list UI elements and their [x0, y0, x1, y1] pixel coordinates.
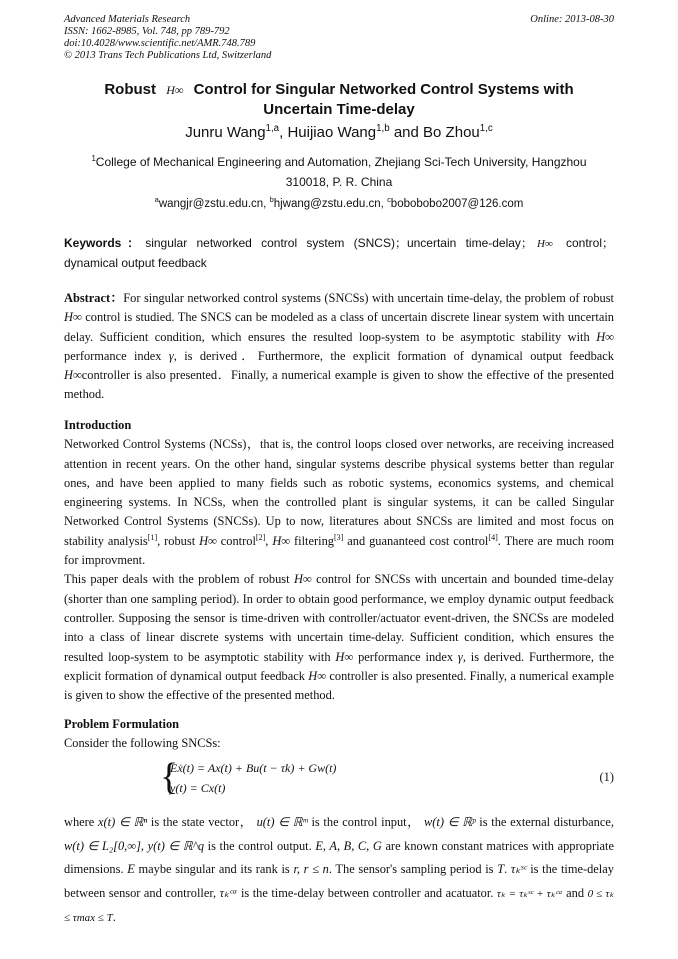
def-tau-bound: 0 ≤ τₖ ≤ τmax ≤ T — [64, 887, 614, 924]
intro-hinf-4: H∞ — [335, 649, 354, 664]
intro-p2-text-b: control for SNCSs with uncertain and bounded time-delay (shorter than one sampling period). In order to obtain good performance, we employ dynamic output feedback controller. Supposing the sensor is time-driven with controller/actuator event-driven, the SNCSs are modeled into a class of linear discrete systems with uncertain time-delay. Sufficient condition, which ensures the resulted loop-system to be asymptotic stability with — [64, 572, 614, 664]
introduction-heading: Introduction — [64, 418, 132, 432]
def-text-2: is the state vector， — [150, 815, 253, 829]
abstract-text-4: , is derived．Furthermore, the explicit formation of dynamical output feedback — [173, 348, 614, 363]
def-tau-ca: τₖᶜᵃ — [219, 885, 238, 900]
problem-intro: Consider the following SNCSs: — [64, 736, 221, 751]
def-text-3: is the control input， — [311, 815, 421, 829]
author-1: Junru Wang — [185, 124, 266, 141]
equation-line-1: Eẋ(t) = Ax(t) + Bu(t − τk) + Gw(t) — [170, 761, 337, 775]
ref-4[interactable]: [4] — [488, 532, 498, 542]
email-b[interactable]: hjwang@zstu.edu.cn, — [273, 198, 388, 210]
def-text-10: . — [504, 862, 508, 876]
def-text-13: and — [566, 885, 585, 900]
affiliation-sup: 1 — [91, 154, 96, 163]
ref-3[interactable]: [3] — [333, 532, 344, 542]
abstract-hinf-3: H∞ — [64, 368, 82, 383]
doi: doi:10.4028/www.scientific.net/AMR.748.789 — [64, 38, 256, 49]
intro-p2-text-a: This paper deals with the problem of robust — [64, 572, 290, 587]
intro-p1-text-e: filtering — [294, 533, 334, 548]
title-robust: Robust — [104, 81, 157, 98]
intro-p2-text-d: , is derived. Furthermore, the explicit formation of dynamical output feedback — [64, 649, 614, 683]
intro-p2-text-c: performance index — [358, 649, 454, 664]
email-a-sup: a — [154, 195, 159, 205]
title-line2: Uncertain Time-delay — [263, 101, 415, 118]
author-3: Bo Zhou — [423, 124, 480, 141]
abstract-text-1: For singular networked control systems (SNCSs) with uncertain time-delay, the problem of robust — [123, 291, 614, 305]
abstract-text-5: controller is also presented．Finally, a numerical example is given to show the effective of the presented method. — [64, 368, 614, 402]
title-hinf: H∞ — [166, 83, 184, 97]
journal-name: Advanced Materials Research — [64, 14, 191, 25]
affiliation — [64, 152, 614, 192]
journal-header — [64, 14, 271, 62]
author-list — [64, 124, 614, 141]
def-w-space: w(t) ∈ L₂[0,∞] — [64, 838, 141, 853]
intro-hinf-2: H∞ — [272, 533, 291, 548]
def-T: T — [497, 862, 505, 876]
issn: ISSN: 1662-8985, Vol. 748, pp 789-792 — [64, 26, 230, 37]
equation-number: (1) — [599, 770, 614, 784]
intro-gamma: γ — [457, 649, 463, 664]
def-text-6: is the control output. — [207, 838, 312, 853]
intro-p1-text-d: , — [265, 533, 269, 548]
def-matrices: E, A, B, C, G — [315, 838, 382, 853]
intro-hinf-1: H∞ — [199, 533, 217, 548]
def-text-1: where — [64, 815, 95, 829]
intro-p1-text-g: . There are much room for improvment. — [64, 533, 614, 568]
email-a[interactable]: wangjr@zstu.edu.cn, — [158, 198, 270, 210]
copyright: © 2013 Trans Tech Publications Ltd, Switzerland — [64, 50, 272, 61]
equation-line-2: y(t) = Cx(t) — [170, 781, 226, 795]
intro-hinf-5: H∞ — [308, 668, 327, 683]
intro-p1-text-b: , robust — [157, 533, 196, 548]
equation-brace: { — [160, 756, 179, 798]
def-text-5: , — [140, 838, 145, 853]
equation-1 — [160, 756, 614, 801]
abstract — [64, 289, 614, 405]
def-rank: r, r ≤ n — [293, 862, 329, 876]
def-u: u(t) ∈ ℝᵐ — [256, 815, 308, 829]
keywords-part-1: singular networked control system (SNCS)；uncertain time-delay； — [145, 236, 533, 250]
abstract-label: Abstract： — [64, 291, 124, 305]
intro-p2-text-e: controller is also presented. Finally, a numerical example is given to show the effective of the presented method. — [64, 668, 614, 703]
intro-paragraph-2 — [64, 570, 614, 705]
affiliation-line-1: College of Mechanical Engineering and Automation, Zhejiang Sci-Tech University, Hangzhou — [95, 155, 587, 169]
keywords-hinf: H∞ — [536, 238, 553, 250]
abstract-hinf-2: H∞ — [596, 329, 614, 344]
def-text-4: is the external disturbance, — [479, 815, 614, 829]
introduction-section — [64, 416, 614, 705]
def-w: w(t) ∈ ℝᵖ — [424, 815, 476, 829]
affiliation-line-2: 310018, P. R. China — [285, 175, 393, 189]
def-E: E — [127, 862, 135, 876]
abstract-gamma: γ — [168, 348, 174, 363]
keywords-part-2: control；dynamical output feedback — [64, 236, 615, 270]
intro-p1-text-a: Networked Control Systems (NCSs)，that is, the control loops closed over networks, are receiving increased attention in recent years. On the other hand, singular systems describe physical systems better than regular ones, and have been applied to many fields such as robotic systems, economics systems, and chemical engineering systems. In NCSs, when the controlled plant is singular systems, it can be called Singular Networked Control Systems (SNCSs). Up to now, literatures about SNCSs are limited and most focus on stability analysis — [64, 437, 614, 548]
author-1-sup: 1,a — [265, 123, 280, 134]
author-emails — [64, 195, 614, 210]
abstract-text-3: performance index — [64, 348, 162, 363]
email-b-sup: b — [269, 195, 274, 205]
author-sep-1: , — [279, 124, 288, 141]
title-line1-rest: Control for Singular Networked Control Systems with — [193, 81, 574, 98]
author-2-sup: 1,b — [376, 123, 390, 134]
email-c[interactable]: bobobobo2007@126.com — [390, 198, 524, 210]
def-text-9: . The sensor's sampling period is — [328, 862, 494, 876]
abstract-text-2: control is studied. The SNCS can be modeled as a class of uncertain discrete linear system with uncertain delay. Sufficient condition, which ensures the resulted loop-system to be asymptotic stability with — [64, 310, 614, 344]
def-y: y(t) ∈ ℝ^q — [147, 838, 205, 853]
author-2: Huijiao Wang — [287, 124, 377, 141]
def-x: x(t) ∈ ℝⁿ — [98, 815, 148, 829]
intro-hinf-3: H∞ — [293, 572, 312, 587]
def-text-12: is the time-delay between controller and acatuator. — [240, 885, 494, 900]
def-text-11: is the time-delay between sensor and controller, — [64, 862, 614, 900]
ref-2[interactable]: [2] — [255, 532, 266, 542]
problem-formulation-section — [64, 715, 614, 754]
def-text-14: . — [112, 910, 116, 924]
problem-heading: Problem Formulation — [64, 717, 180, 731]
author-3-sup: 1,c — [479, 123, 493, 134]
abstract-hinf-1: H∞ — [64, 310, 82, 325]
problem-definitions — [64, 811, 614, 931]
ref-1[interactable]: [1] — [147, 532, 158, 542]
author-sep-2: and — [389, 124, 424, 141]
paper-title — [64, 80, 614, 119]
keywords — [64, 234, 614, 273]
def-text-8: maybe singular and its rank is — [138, 862, 290, 876]
keywords-label: Keywords： — [64, 236, 146, 250]
def-text-7: are known constant matrices with appropriate dimensions. — [64, 838, 614, 876]
email-c-sup: c — [387, 195, 391, 205]
def-tau-sc: τₖˢᶜ — [510, 862, 527, 876]
online-date: Online: 2013-08-30 — [530, 14, 614, 25]
intro-paragraph-1 — [64, 435, 614, 570]
intro-p1-text-f: and guananteed cost control — [347, 533, 489, 548]
intro-p1-text-c: control — [220, 533, 256, 548]
def-tau-eq: τₖ = τₖˢᶜ + τₖᶜᵃ — [496, 887, 563, 900]
